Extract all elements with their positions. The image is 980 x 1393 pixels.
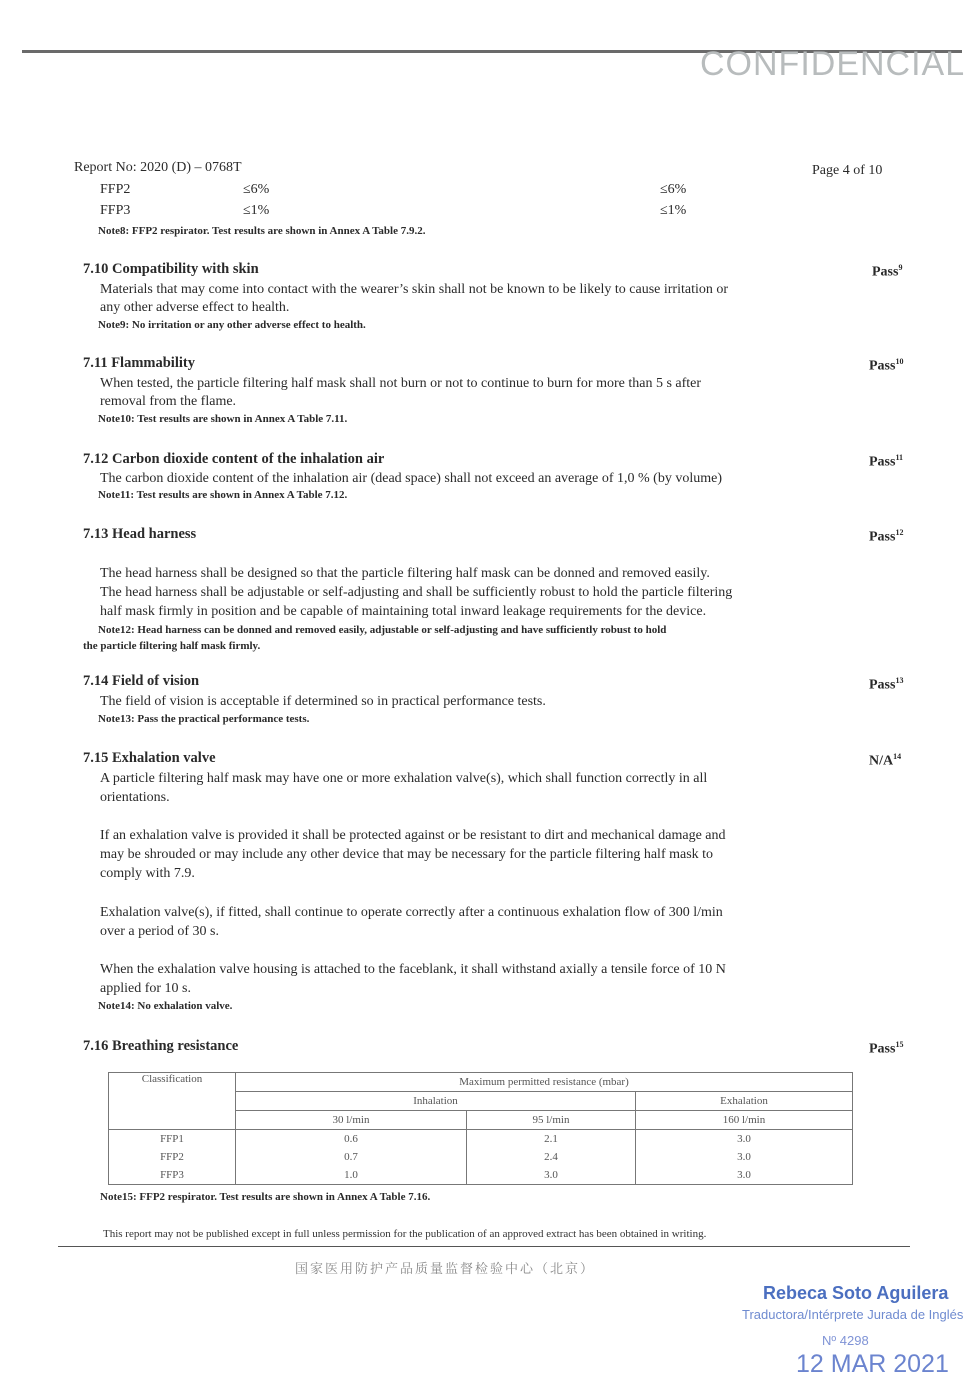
text-7-10-line2: any other adverse effect to health.	[100, 300, 290, 315]
table-cell: FFP2	[109, 1148, 236, 1166]
table-header-inhalation: Inhalation	[236, 1092, 636, 1111]
text-7-11-line1: When tested, the particle filtering half mask shall not burn or not to continue to burn for more than 5 s after	[100, 376, 702, 391]
note-12-line2: the particle filtering half mask firmly.	[83, 640, 261, 652]
result-7-11: Pass$^{10}$	[869, 357, 904, 374]
note-10: Note10: Test results are shown in Annex A Table 7.11.	[98, 413, 348, 425]
section-title-7-10: 7.10 Compatibility with skin	[83, 261, 259, 277]
text-7-15-p4a: When the exhalation valve housing is attached to the faceblank, it shall withstand axially a tensile force of 10 N	[100, 962, 726, 977]
text-7-11-line2: removal from the flame.	[100, 394, 237, 409]
table-cell: FFP3	[109, 1166, 236, 1185]
table-row	[109, 1166, 853, 1185]
table-row	[109, 1148, 853, 1166]
text-7-13-line2: The head harness shall be adjustable or self-adjusting and shall be sufficiently robust to hold the particle filtering	[100, 585, 733, 600]
row-value: ≤6%	[243, 182, 270, 197]
text-7-13-line3: half mask firmly in position and be capable of maintaining total inward leakage requirements for the device.	[100, 604, 707, 619]
result-7-14: Pass$^{13}$	[869, 676, 904, 693]
bottom-rule	[58, 1246, 910, 1247]
footer-disclaimer: This report may not be published except in full unless permission for the publication of an approved extract has been obtained in writing.	[103, 1228, 707, 1240]
table-cell: 1.0	[236, 1166, 467, 1185]
translator-stamp-number: Nº 4298	[822, 1333, 869, 1348]
section-title-7-16: 7.16 Breathing resistance	[83, 1038, 239, 1054]
note-9: Note9: No irritation or any other adverse effect to health.	[98, 319, 366, 331]
text-7-15-p1a: A particle filtering half mask may have one or more exhalation valve(s), which shall function correctly in all	[100, 771, 708, 786]
section-title-7-13: 7.13 Head harness	[83, 526, 197, 542]
section-title-7-12: 7.12 Carbon dioxide content of the inhalation air	[83, 451, 385, 467]
table-cell: 3.0	[636, 1166, 853, 1185]
row-value: ≤1%	[660, 203, 687, 218]
text-7-15-p3a: Exhalation valve(s), if fitted, shall continue to operate correctly after a continuous exhalation flow of 300 l/min	[100, 905, 723, 920]
text-7-12-line1: The carbon dioxide content of the inhalation air (dead space) shall not exceed an average of 1,0 % (by volume)	[100, 471, 722, 486]
text-7-15-p1b: orientations.	[100, 790, 170, 805]
result-7-10: Pass$^9$	[872, 263, 903, 280]
result-7-13: Pass$^{12}$	[869, 528, 904, 545]
table-header-160: 160 l/min	[636, 1111, 853, 1130]
table-cell: 2.1	[467, 1130, 636, 1149]
confidential-watermark: CONFIDENCIAL	[700, 45, 966, 83]
result-7-16: Pass$^{15}$	[869, 1040, 904, 1057]
note-15: Note15: FFP2 respirator. Test results are shown in Annex A Table 7.16.	[100, 1191, 431, 1203]
note-14: Note14: No exhalation valve.	[98, 1000, 233, 1012]
table-header-exhalation: Exhalation	[636, 1092, 853, 1111]
result-7-15: $N/A^{14}$	[869, 752, 902, 769]
table-cell: 3.0	[636, 1148, 853, 1166]
translator-stamp-date: 12 MAR 2021	[796, 1350, 949, 1378]
table-header-95: 95 l/min	[467, 1111, 636, 1130]
text-7-14-line1: The field of vision is acceptable if determined so in practical performance tests.	[100, 694, 546, 709]
table-cell: FFP1	[109, 1130, 236, 1149]
note-13: Note13: Pass the practical performance tests.	[98, 713, 310, 725]
text-7-15-p4b: applied for 10 s.	[100, 981, 191, 996]
translator-stamp-role: Traductora/Intérprete Jurada de Inglés	[742, 1307, 964, 1322]
note-12-line1: Note12: Head harness can be donned and removed easily, adjustable or self-adjusting and have sufficiently robust to hold	[98, 624, 667, 636]
note-11: Note11: Test results are shown in Annex A Table 7.12.	[98, 489, 348, 501]
table-header-max: Maximum permitted resistance (mbar)	[236, 1073, 853, 1092]
table-cell: 2.4	[467, 1148, 636, 1166]
note-8: Note8: FFP2 respirator. Test results are shown in Annex A Table 7.9.2.	[98, 225, 426, 237]
row-value: ≤6%	[660, 182, 687, 197]
translator-stamp-name: Rebeca Soto Aguilera	[763, 1283, 949, 1303]
section-title-7-11: 7.11 Flammability	[83, 355, 195, 371]
section-title-7-14: 7.14 Field of vision	[83, 673, 200, 689]
text-7-15-p2a: If an exhalation valve is provided it shall be protected against or be resistant to dirt and mechanical damage and	[100, 828, 726, 843]
text-7-10-line1: Materials that may come into contact with the wearer’s skin shall not be known to be likely to cause irritation or	[100, 282, 729, 297]
table-row	[109, 1130, 853, 1149]
institution-seal-text: 国家医用防护产品质量监督检验中心（北京）	[295, 1261, 596, 1276]
result-7-12: Pass$^{11}$	[869, 453, 904, 470]
table-cell: 0.6	[236, 1130, 467, 1149]
table-header-30: 30 l/min	[236, 1111, 467, 1130]
table-header-classification: Classification	[109, 1073, 236, 1130]
row-class: FFP3	[100, 203, 131, 218]
section-title-7-15: 7.15 Exhalation valve	[83, 750, 216, 766]
text-7-15-p2b: may be shrouded or may include any other device that may be necessary for the particle filtering half mask to	[100, 847, 714, 862]
text-7-15-p2c: comply with 7.9.	[100, 866, 195, 881]
table-cell: 0.7	[236, 1148, 467, 1166]
report-number: Report No: 2020 (D) – 0768T	[74, 160, 242, 175]
page-number: Page 4 of 10	[812, 163, 883, 178]
table-cell: 3.0	[467, 1166, 636, 1185]
row-value: ≤1%	[243, 203, 270, 218]
text-7-13-line1: The head harness shall be designed so that the particle filtering half mask can be donned and removed easily.	[100, 566, 710, 581]
row-class: FFP2	[100, 182, 131, 197]
text-7-15-p3b: over a period of 30 s.	[100, 924, 219, 939]
table-cell: 3.0	[636, 1130, 853, 1149]
breathing-resistance-table	[108, 1072, 853, 1185]
